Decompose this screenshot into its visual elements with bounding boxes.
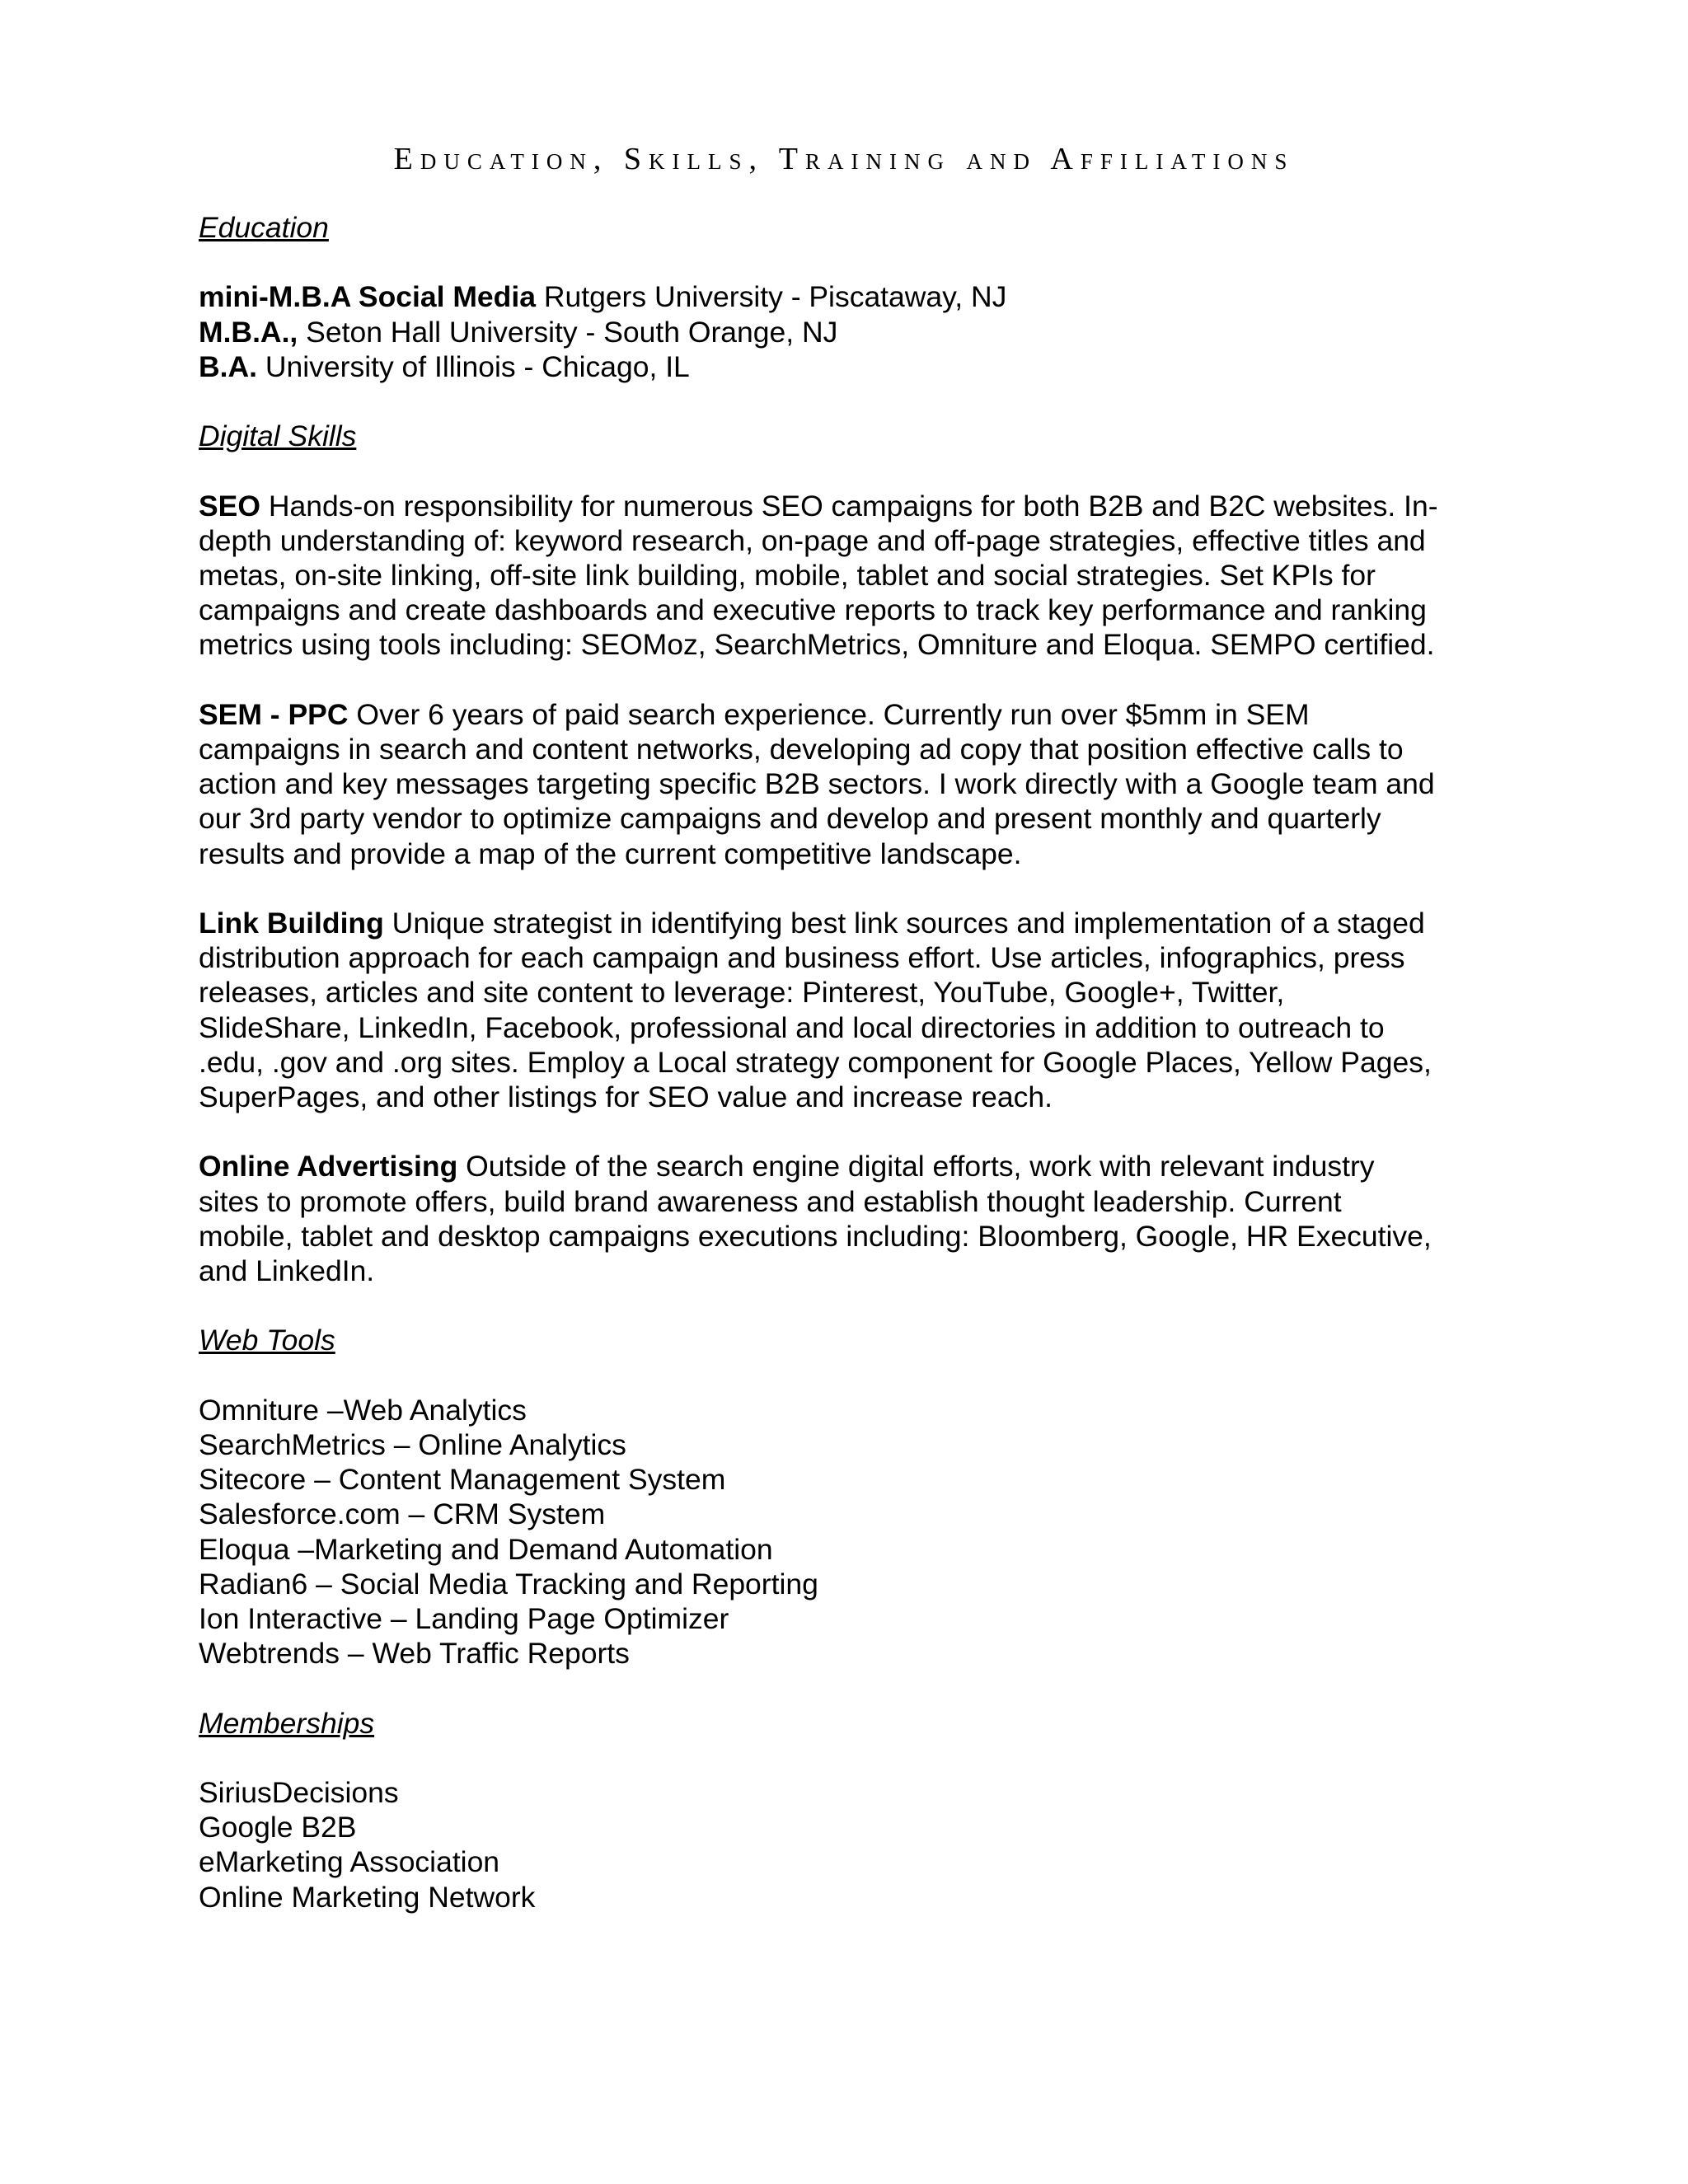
- education-entry: [199, 349, 1493, 384]
- list-item: Omniture –Web Analytics: [199, 1393, 527, 1427]
- skill-link-building: [199, 906, 1493, 1114]
- skill-text: SlideShare, LinkedIn, Facebook, professional and local directories in addition to outreach to: [199, 1010, 1385, 1044]
- skill-text: SuperPages, and other listings for SEO value and increase reach.: [199, 1080, 1053, 1113]
- list-item: Sitecore – Content Management System: [199, 1463, 726, 1497]
- document-body: [199, 210, 1493, 1915]
- institution-name: Rutgers University - Piscataway, NJ: [535, 280, 1007, 314]
- degree-name: B.A.: [199, 349, 257, 383]
- skill-label: Online Advertising: [199, 1150, 458, 1183]
- skill-text: .edu, .gov and .org sites. Employ a Local strategy component for Google Places, Yellow Pages,: [199, 1045, 1432, 1079]
- list-item: Radian6 – Social Media Tracking and Reporting: [199, 1567, 818, 1601]
- web-tools-heading: Web Tools: [199, 1324, 335, 1357]
- list-item: SiriusDecisions: [199, 1775, 399, 1809]
- page-title: Education, Skills, Training and Affiliations: [393, 142, 1295, 176]
- skill-text: our 3rd party vendor to optimize campaigns and develop and present monthly and quarterly: [199, 802, 1381, 836]
- skill-text: Hands-on responsibility for numerous SEO campaigns for both B2B and B2C websites. In-: [260, 489, 1438, 523]
- education-heading: Education: [199, 211, 329, 244]
- skill-seo: [199, 489, 1493, 663]
- skill-online-advertising: [199, 1149, 1493, 1288]
- skill-text: campaigns and create dashboards and executive reports to track key performance and ranking: [199, 593, 1427, 627]
- education-entry: [199, 279, 1493, 314]
- list-item: Ion Interactive – Landing Page Optimizer: [199, 1602, 729, 1635]
- skill-text: releases, articles and site content to leverage: Pinterest, YouTube, Google+, Twitter,: [199, 976, 1285, 1010]
- skill-text: metas, on-site linking, off-site link building, mobile, tablet and social strategies. Set KPIs for: [199, 558, 1376, 592]
- memberships-heading: Memberships: [199, 1706, 375, 1740]
- list-item: Online Marketing Network: [199, 1880, 536, 1914]
- list-item: eMarketing Association: [199, 1845, 500, 1879]
- skill-label: Link Building: [199, 906, 384, 940]
- degree-name: mini-M.B.A Social Media: [199, 280, 536, 314]
- skill-text: and LinkedIn.: [199, 1254, 375, 1287]
- list-item: Google B2B: [199, 1811, 357, 1844]
- institution-name: Seton Hall University - South Orange, NJ: [298, 315, 838, 349]
- skill-text: distribution approach for each campaign and business effort. Use articles, infographics, press: [199, 941, 1405, 975]
- education-entry: [199, 315, 1493, 349]
- skill-text: action and key messages targeting specific B2B sectors. I work directly with a Google team and: [199, 767, 1435, 801]
- list-item: Eloqua –Marketing and Demand Automation: [199, 1532, 773, 1566]
- skill-text: Over 6 years of paid search experience. Currently run over $5mm in SEM: [348, 697, 1310, 731]
- degree-name: M.B.A.,: [199, 315, 298, 349]
- memberships-list: [199, 1775, 1493, 1915]
- education-list: [199, 279, 1493, 384]
- skill-text: Outside of the search engine digital efforts, work with relevant industry: [457, 1150, 1375, 1183]
- skill-text: mobile, tablet and desktop campaigns executions including: Bloomberg, Google, HR Executive,: [199, 1219, 1432, 1253]
- skill-text: results and provide a map of the current competitive landscape.: [199, 837, 1022, 870]
- skill-sem-ppc: [199, 697, 1493, 871]
- digital-skills-heading: Digital Skills: [199, 419, 357, 453]
- skill-text: Unique strategist in identifying best link sources and implementation of a staged: [383, 906, 1425, 940]
- skill-text: depth understanding of: keyword research, on-page and off-page strategies, effective titles and: [199, 523, 1426, 557]
- skill-text: metrics using tools including: SEOMoz, SearchMetrics, Omniture and Eloqua. SEMPO certified.: [199, 628, 1435, 662]
- list-item: Webtrends – Web Traffic Reports: [199, 1637, 630, 1671]
- skill-label: SEM - PPC: [199, 697, 349, 731]
- list-item: SearchMetrics – Online Analytics: [199, 1427, 626, 1461]
- list-item: Salesforce.com – CRM System: [199, 1497, 606, 1531]
- institution-name: University of Illinois - Chicago, IL: [257, 349, 690, 383]
- skill-text: campaigns in search and content networks, developing ad copy that position effective calls to: [199, 732, 1404, 766]
- skill-label: SEO: [199, 489, 260, 523]
- skill-text: sites to promote offers, build brand awareness and establish thought leadership. Current: [199, 1184, 1342, 1218]
- web-tools-list: [199, 1393, 1493, 1671]
